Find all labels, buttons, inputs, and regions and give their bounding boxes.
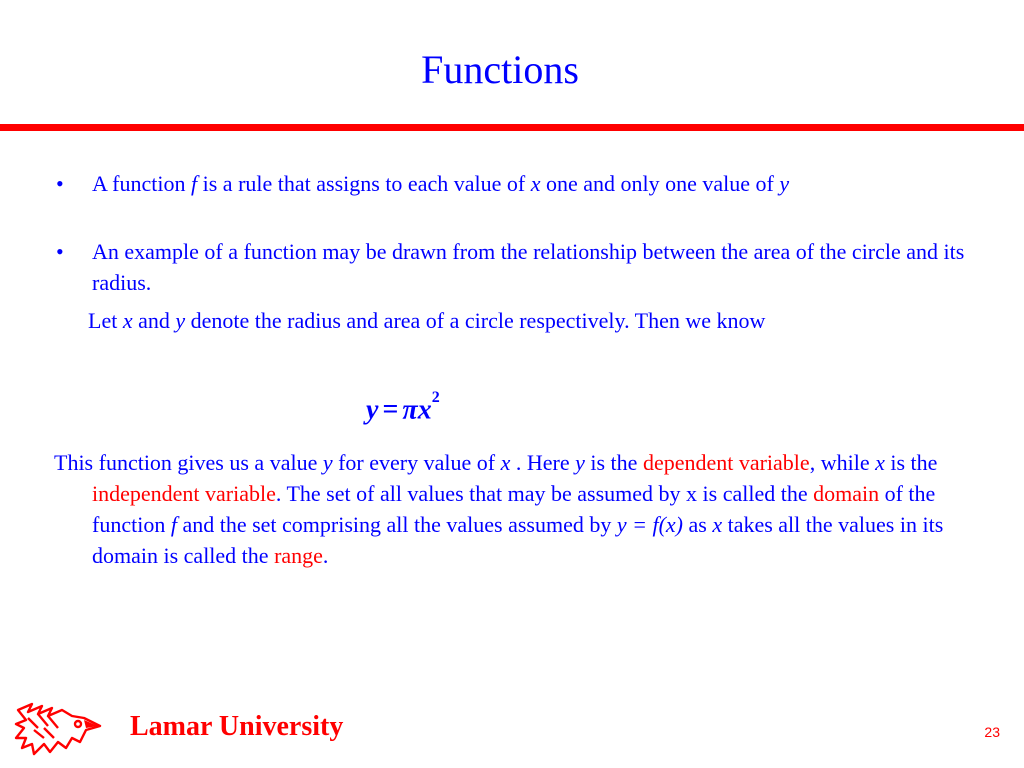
bullet-marker-1: •: [56, 171, 64, 196]
equation-exponent: 2: [431, 389, 440, 406]
text-run: y: [175, 308, 186, 333]
bullet-example: [92, 236, 982, 298]
text-run: x: [712, 512, 723, 537]
text-run: f: [191, 171, 198, 196]
text-run: x: [122, 308, 133, 333]
text-run: is the: [884, 450, 938, 475]
text-run: x: [500, 450, 511, 475]
text-run: . The set of all values that may be assumed by x is called the: [275, 481, 814, 506]
text-run: range: [274, 543, 323, 568]
text-run: independent variable: [92, 481, 276, 506]
text-run: . Here: [510, 450, 576, 475]
text-run: domain: [813, 481, 880, 506]
text-run: Let: [88, 308, 123, 333]
text-run: y: [322, 450, 333, 475]
equation-pi: π: [402, 394, 418, 426]
text-run: takes all the values in its domain is called the: [92, 512, 944, 568]
text-run: .: [322, 543, 329, 568]
text-run: one and only one value of: [540, 171, 780, 196]
equation-equals: =: [382, 394, 399, 426]
text-run: x: [530, 171, 541, 196]
page-number: 23: [984, 724, 1000, 740]
equation-lhs: y: [366, 394, 379, 426]
text-run: dependent variable: [642, 450, 810, 475]
text-run: as: [683, 512, 713, 537]
function-explanation-paragraph: [54, 447, 1012, 571]
text-run: , while: [809, 450, 876, 475]
text-run: denote the radius and area of a circle respectively. Then we know: [185, 308, 766, 333]
let-statement: [88, 305, 982, 336]
area-equation: [366, 384, 440, 430]
text-run: y: [779, 171, 790, 196]
bullet-definition: [92, 168, 982, 199]
text-run: is a rule that assigns to each value of: [197, 171, 531, 196]
text-run: An example of a function may be drawn from the relationship between the area of the circle and its radius.: [92, 239, 965, 295]
text-run: This function gives us a value: [54, 450, 323, 475]
text-run: of the function: [92, 481, 936, 537]
university-name: Lamar University: [130, 711, 344, 742]
cardinal-logo-icon: [14, 698, 114, 762]
text-run: for every value of: [332, 450, 501, 475]
text-run: and: [132, 308, 176, 333]
equation-var: x: [417, 394, 432, 426]
text-run: f: [170, 512, 177, 537]
bullet-marker-2: •: [56, 239, 64, 264]
text-run: and the set comprising all the values assumed by: [176, 512, 617, 537]
text-run: is the: [584, 450, 643, 475]
slide-title: Functions: [421, 47, 579, 92]
text-run: x: [875, 450, 885, 475]
text-run: y = f(x): [616, 512, 683, 537]
title-divider: [0, 124, 1024, 131]
text-run: y: [575, 450, 585, 475]
text-run: A function: [92, 171, 191, 196]
